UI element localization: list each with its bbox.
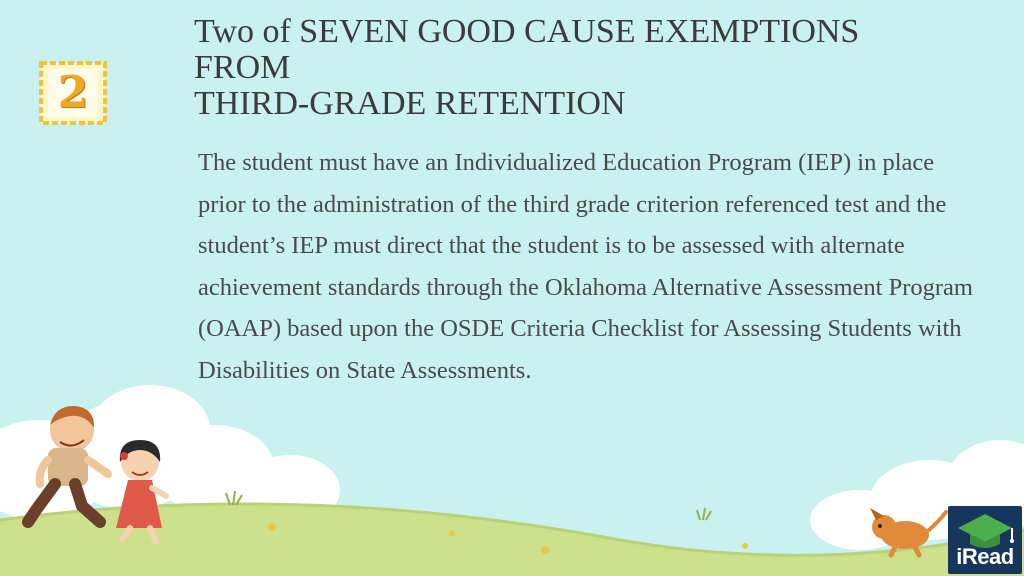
slide-title [194,14,954,122]
slide-body-text: The student must have an Individualized Education Program (IEP) in place prior to the administration of the third grade criterion referenced test and the student’s IEP must direct that the student is to be assessed with alternate achievement standards through the Oklahoma Alternative Assessment Program (OAAP) based upon the OSDE Criteria Checklist for Assessing Students with Disabilities on State Assessments. [198,149,973,384]
badge-number: 2 [57,67,89,118]
number-badge [38,60,108,126]
logo-text: iRead [956,544,1014,569]
title-line-1: Two of SEVEN GOOD CAUSE EXEMPTIONS [194,13,860,50]
title-line-2: FROM [194,49,291,86]
iread-logo [948,506,1022,574]
title-line-3: THIRD-GRADE RETENTION [194,85,626,122]
